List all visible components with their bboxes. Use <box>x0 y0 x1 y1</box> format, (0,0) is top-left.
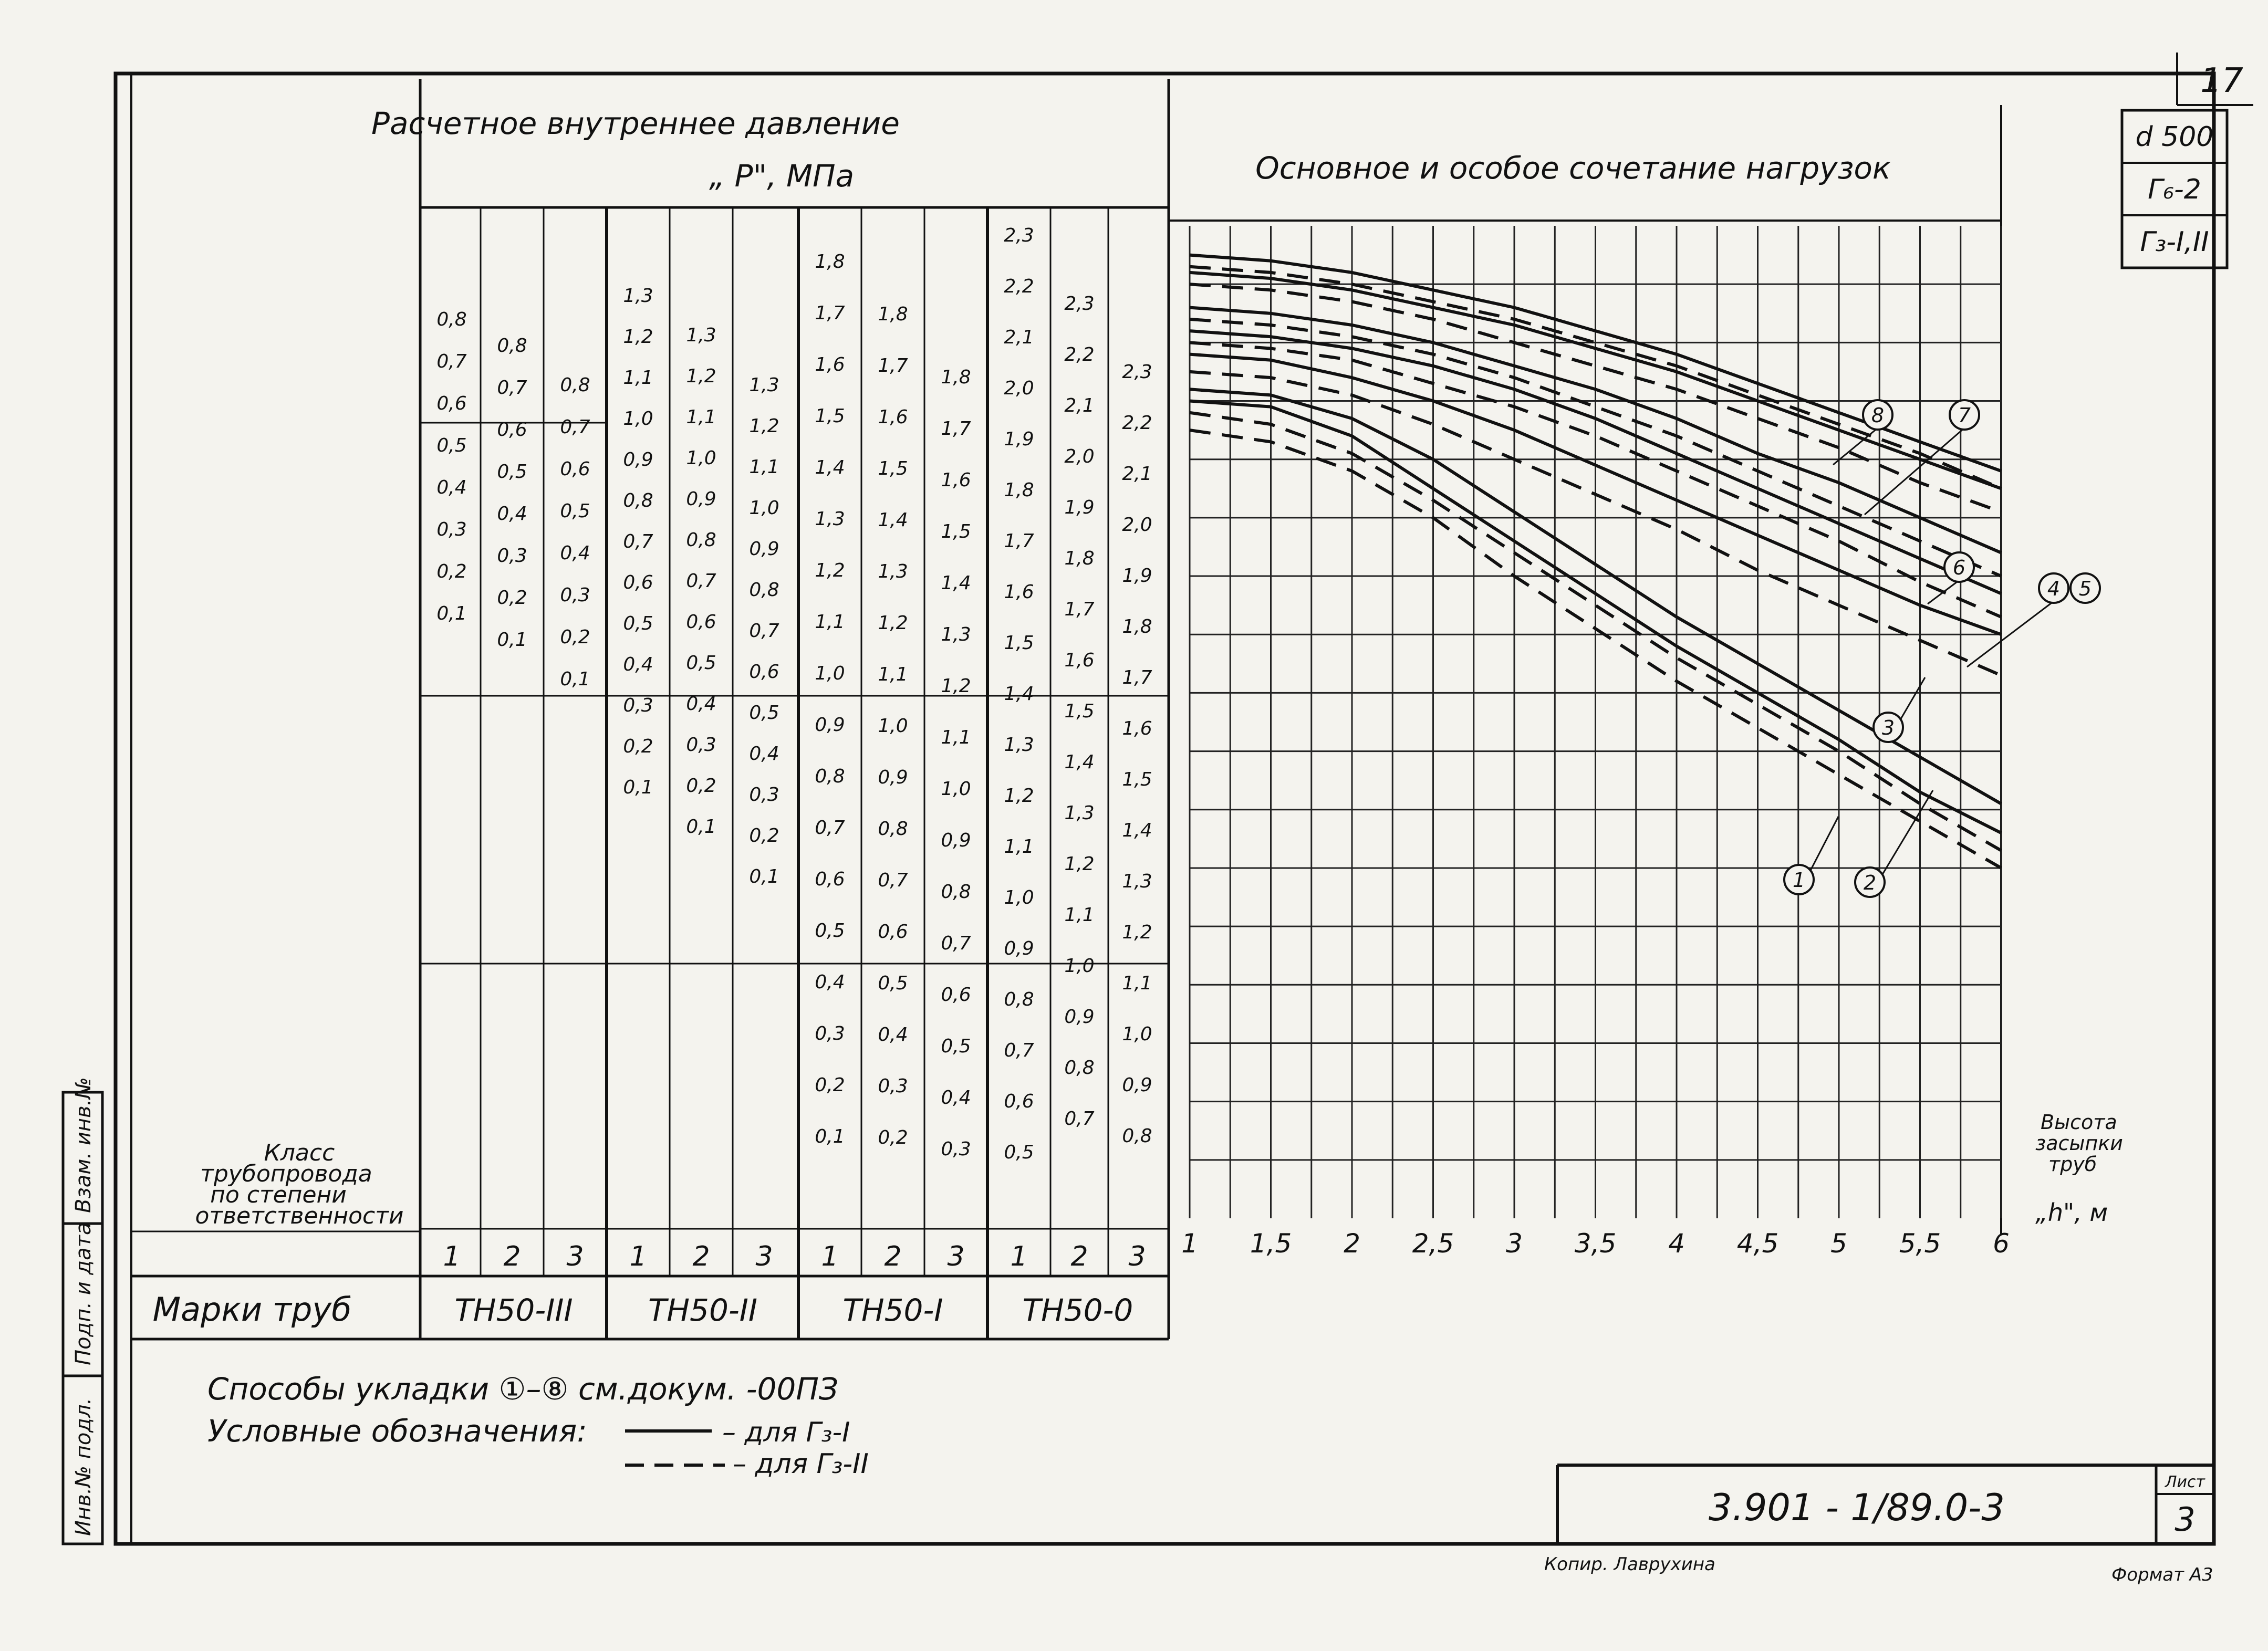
x-tick-label: 4,5 <box>1736 1228 1779 1259</box>
legend-dashed-label: – для Г₃-II <box>733 1448 869 1480</box>
pressure-tick-label: 0,5 <box>878 973 908 994</box>
side-label-replace: Взам. инв.№ <box>71 1077 96 1213</box>
sheet-frame <box>116 74 2214 1544</box>
marks-label: Марки труб <box>152 1290 352 1329</box>
pressure-tick-label: 1,0 <box>686 447 716 469</box>
pressure-tick-label: 1,7 <box>1122 667 1152 688</box>
pressure-tick-label: 0,7 <box>815 817 845 839</box>
x-tick-label: 5 <box>1830 1228 1847 1259</box>
pressure-tick-label: 0,5 <box>749 702 779 724</box>
pressure-tick-label: 1,8 <box>815 251 845 273</box>
pressure-tick-label: 1,6 <box>815 354 845 375</box>
pressure-tick-label: 0,7 <box>1064 1108 1095 1130</box>
pressure-tick-label: 2,1 <box>1122 463 1152 485</box>
pressure-tick-label: 1,8 <box>1004 479 1034 501</box>
copied-by: Копир. Лаврухина <box>1544 1554 1715 1575</box>
marker-label-2: 2 <box>1863 871 1877 894</box>
pressure-tick-label: 0,3 <box>749 784 779 806</box>
load-chart <box>1181 226 2100 1259</box>
x-axis-label <box>2035 1111 2123 1227</box>
pressure-tick-label: 1,2 <box>686 365 716 387</box>
pressure-tick-label: 1,6 <box>1064 650 1095 671</box>
pressure-tick-label: 0,7 <box>623 531 653 552</box>
x-tick-label: 5,5 <box>1899 1228 1941 1259</box>
pressure-tick-label: 0,2 <box>686 775 716 797</box>
pressure-tick-label: 1,7 <box>815 302 845 324</box>
pressure-tick-label: 0,6 <box>1004 1091 1034 1112</box>
pressure-tick-label: 0,4 <box>941 1087 971 1109</box>
pressure-tick-label: 2,1 <box>1004 327 1034 348</box>
pressure-tick-label: 1,3 <box>686 325 716 346</box>
pressure-tick-label: 0,1 <box>497 629 527 651</box>
pressure-tick-label: 0,7 <box>497 377 527 399</box>
pressure-tick-label: 1,1 <box>815 611 845 633</box>
pressure-tick-label: 1,5 <box>1122 769 1152 790</box>
class-number: 3 <box>755 1241 773 1272</box>
pressure-tick-label: 0,9 <box>815 714 845 736</box>
document-code: 3.901 - 1/89.0-3 <box>1709 1486 2005 1529</box>
pressure-tick-label: 1,4 <box>1122 820 1152 841</box>
marker-label-7: 7 <box>1958 404 1971 427</box>
pressure-horizontals <box>420 423 1169 964</box>
pressure-tick-label: 0,9 <box>749 538 779 560</box>
pressure-tick-label: 0,8 <box>1004 989 1034 1010</box>
pressure-tick-label: 0,2 <box>623 736 653 757</box>
paper-format: Формат А3 <box>2111 1564 2213 1585</box>
class-number: 1 <box>821 1241 839 1272</box>
pressure-tick-label: 0,8 <box>436 309 467 330</box>
pressure-tick-label: 1,0 <box>1064 955 1095 977</box>
pressure-tick-label: 1,8 <box>878 304 908 325</box>
pressure-tick-label: 1,0 <box>749 497 779 519</box>
pressure-tick-label: 0,8 <box>878 818 908 840</box>
pressure-tick-label: 0,7 <box>749 620 779 642</box>
pressure-tick-label: 1,2 <box>623 326 653 348</box>
curve-markers <box>1784 400 2100 897</box>
pressure-tick-label: 1,5 <box>941 521 971 542</box>
pressure-tick-label: 0,6 <box>560 458 590 480</box>
x-tick-label: 3 <box>1506 1228 1523 1259</box>
pressure-tick-label: 1,1 <box>1004 836 1034 858</box>
pressure-tick-label: 1,8 <box>1064 548 1095 569</box>
class-number: 2 <box>1070 1241 1088 1272</box>
svg-text:Высота: Высота <box>2041 1111 2117 1134</box>
sheet-number: 3 <box>2175 1500 2196 1539</box>
pressure-tick-label: 1,1 <box>1064 904 1095 926</box>
pressure-tick-label: 0,6 <box>497 419 527 441</box>
pressure-tick-label: 1,2 <box>815 560 845 581</box>
pressure-tick-label: 0,1 <box>623 777 653 798</box>
pressure-tick-label: 0,7 <box>560 416 590 438</box>
pressure-tick-label: 0,1 <box>815 1126 845 1147</box>
class-numbers <box>443 1241 1146 1272</box>
pipe-mark: ТН50-II <box>648 1292 757 1328</box>
pressure-tick-label: 1,6 <box>1122 718 1152 739</box>
x-tick-label: 2 <box>1344 1228 1360 1259</box>
pressure-tick-label: 1,4 <box>941 572 971 594</box>
x-tick-label: 2,5 <box>1412 1228 1454 1259</box>
pressure-tick-label: 1,0 <box>1122 1023 1152 1045</box>
pressure-tick-label: 0,5 <box>686 652 716 674</box>
pressure-tick-label: 1,7 <box>1064 599 1095 620</box>
class-label <box>195 1140 404 1229</box>
pressure-tick-label: 1,3 <box>815 508 845 530</box>
pressure-tick-label: 0,4 <box>749 743 779 765</box>
pressure-tick-label: 0,2 <box>436 561 467 582</box>
x-tick-labels <box>1181 1228 2010 1259</box>
pressure-tick-label: 0,5 <box>560 500 590 522</box>
pressure-tick-label: 0,5 <box>815 920 845 942</box>
pressure-tick-label: 1,4 <box>815 457 845 478</box>
pressure-tick-label: 0,8 <box>623 490 653 511</box>
marker-label-6: 6 <box>1952 556 1966 579</box>
pressure-tick-label: 0,2 <box>497 587 527 609</box>
x-tick-label: 4 <box>1668 1228 1685 1259</box>
pressure-tick-label: 0,3 <box>878 1075 908 1097</box>
pressure-tick-label: 1,3 <box>878 561 908 582</box>
pressure-tick-label: 0,9 <box>1064 1006 1095 1028</box>
pressure-tick-label: 1,3 <box>941 624 971 645</box>
pressure-tick-label: 0,1 <box>686 816 716 838</box>
top-stamp <box>2122 110 2227 268</box>
pressure-tick-label: 2,3 <box>1122 361 1152 383</box>
svg-text:труб: труб <box>2048 1153 2097 1176</box>
pressure-tick-label: 0,4 <box>878 1024 908 1046</box>
pressure-tick-label: 0,8 <box>560 374 590 396</box>
pressure-tick-label: 1,6 <box>941 469 971 491</box>
pressure-tick-label: 0,4 <box>436 477 467 498</box>
title-block <box>1557 1465 2214 1544</box>
marker-label-8: 8 <box>1871 404 1885 427</box>
pressure-tick-label: 1,2 <box>749 415 779 437</box>
pressure-tick-label: 0,8 <box>1122 1125 1152 1147</box>
pressure-tick-label: 0,2 <box>749 825 779 847</box>
pressure-tick-label: 1,5 <box>1064 701 1095 722</box>
class-number: 2 <box>503 1241 521 1272</box>
pressure-tick-label: 2,0 <box>1004 378 1034 399</box>
pressure-tick-label: 1,7 <box>1004 530 1034 552</box>
class-number: 1 <box>443 1241 461 1272</box>
pressure-tick-label: 0,6 <box>686 611 716 633</box>
pressure-tick-label: 0,9 <box>878 767 908 788</box>
pipe-mark: ТН50-III <box>454 1292 573 1328</box>
page-number-box <box>2177 53 2253 105</box>
pressure-tick-label: 1,6 <box>1004 581 1034 603</box>
pressure-tick-label: 0,6 <box>623 572 653 593</box>
svg-text:ответственности: ответственности <box>195 1203 404 1229</box>
pressure-tick-label: 0,8 <box>497 335 527 357</box>
x-tick-label: 1,5 <box>1250 1228 1292 1259</box>
pressure-tick-label: 0,1 <box>749 866 779 887</box>
pressure-tick-label: 1,0 <box>941 778 971 800</box>
pressure-tick-label: 0,5 <box>497 461 527 483</box>
svg-text:„h", м: „h", м <box>2035 1198 2108 1227</box>
class-number: 2 <box>884 1241 902 1272</box>
pressure-tick-label: 1,8 <box>941 367 971 388</box>
marker-label-4: 4 <box>2047 577 2061 600</box>
pressure-tick-label: 0,7 <box>686 570 716 592</box>
group-names <box>454 1292 1133 1328</box>
svg-text:засыпки: засыпки <box>2035 1132 2123 1155</box>
pipe-mark: ТН50-0 <box>1022 1292 1133 1328</box>
pressure-tick-label: 1,0 <box>623 408 653 430</box>
pressure-tick-label: 0,3 <box>686 734 716 756</box>
pressure-tick-label: 2,3 <box>1064 293 1095 315</box>
class-number: 2 <box>692 1241 710 1272</box>
pressure-tick-label: 0,4 <box>686 693 716 715</box>
pressure-tick-label: 0,6 <box>941 984 971 1006</box>
pressure-tick-label: 0,2 <box>815 1074 845 1096</box>
pressure-tick-label: 0,4 <box>815 971 845 993</box>
pressure-tick-label: 1,0 <box>1004 887 1034 908</box>
pressure-tick-label: 1,4 <box>1064 751 1095 773</box>
pressure-tick-label: 1,1 <box>686 406 716 428</box>
class-number: 1 <box>1010 1241 1028 1272</box>
stamp-diameter: d 500 <box>2135 121 2214 153</box>
svg-text:Класс: Класс <box>264 1140 335 1166</box>
class-number: 3 <box>1128 1241 1146 1272</box>
pressure-tick-label: 0,5 <box>941 1036 971 1057</box>
pressure-tick-label: 0,3 <box>560 584 590 606</box>
pressure-tick-label: 0,9 <box>941 830 971 851</box>
pressure-tick-label: 2,3 <box>1004 225 1034 246</box>
pressure-tick-label: 1,9 <box>1122 565 1152 587</box>
pressure-tick-label: 0,8 <box>686 529 716 551</box>
pressure-tick-label: 0,3 <box>497 545 527 567</box>
pressure-tick-label: 1,3 <box>1004 734 1034 756</box>
pressure-tick-label: 1,7 <box>941 418 971 440</box>
pressure-tick-label: 1,0 <box>878 715 908 737</box>
stamp-ground: Г₃-I,II <box>2140 226 2209 258</box>
pressure-tick-label: 1,3 <box>1064 802 1095 824</box>
pressure-tick-label: 1,4 <box>878 509 908 531</box>
pressure-tick-label: 0,9 <box>1122 1074 1152 1096</box>
marker-label-3: 3 <box>1881 716 1895 739</box>
pressure-header-line2: „ P", МПа <box>709 158 855 194</box>
pressure-tick-label: 1,1 <box>749 456 779 478</box>
legend-solid-label: – для Г₃-I <box>722 1417 850 1448</box>
side-label-inventory: Инв.№ подл. <box>71 1397 96 1536</box>
svg-text:трубопровода: трубопровода <box>200 1161 372 1187</box>
class-number: 3 <box>947 1241 965 1272</box>
pressure-tick-label: 1,1 <box>941 727 971 748</box>
pressure-tick-label: 1,5 <box>815 405 845 427</box>
pressure-tick-label: 1,2 <box>941 675 971 697</box>
pressure-tick-label: 1,0 <box>815 663 845 684</box>
pressure-tick-label: 0,7 <box>436 351 467 372</box>
pressure-tick-label: 2,2 <box>1122 412 1152 434</box>
class-number: 1 <box>629 1241 647 1272</box>
pressure-tick-label: 1,1 <box>878 664 908 685</box>
pressure-tick-label: 1,9 <box>1064 497 1095 518</box>
pressure-tick-label: 2,2 <box>1064 344 1095 365</box>
pressure-tick-label: 1,3 <box>623 285 653 307</box>
pressure-tick-label: 1,2 <box>1004 785 1034 807</box>
side-stamp <box>63 1077 102 1544</box>
sheet-label: Лист <box>2165 1473 2205 1491</box>
pressure-tick-label: 0,7 <box>1004 1040 1034 1061</box>
pressure-tick-label: 1,2 <box>878 612 908 634</box>
pressure-tick-label: 1,8 <box>1122 616 1152 638</box>
x-tick-label: 3,5 <box>1574 1228 1617 1259</box>
marker-leader <box>1928 580 1959 604</box>
pressure-tick-label: 0,8 <box>1064 1057 1095 1079</box>
pressure-tick-label: 1,4 <box>1004 683 1034 705</box>
class-number: 3 <box>566 1241 584 1272</box>
page-number: 17 <box>2200 61 2243 100</box>
pressure-tick-label: 0,5 <box>436 435 467 456</box>
pressure-tick-label: 0,9 <box>686 488 716 510</box>
pressure-tick-label: 0,7 <box>941 933 971 954</box>
pressure-tick-label: 0,3 <box>436 519 467 540</box>
svg-text:по степени: по степени <box>210 1182 347 1208</box>
stamp-soil: Г₆-2 <box>2148 174 2201 205</box>
pressure-tick-label: 0,5 <box>1004 1142 1034 1163</box>
methods-note: Способы укладки ①–⑧ см.докум. -00ПЗ <box>207 1371 839 1407</box>
pressure-tick-label: 0,6 <box>878 921 908 943</box>
pressure-tick-label: 0,5 <box>623 613 653 634</box>
pressure-tick-label: 0,8 <box>815 766 845 787</box>
pressure-tick-label: 0,3 <box>941 1138 971 1160</box>
pressure-tick-label: 2,0 <box>1064 446 1095 467</box>
pressure-tick-label: 0,8 <box>749 579 779 601</box>
pressure-tick-label: 0,1 <box>436 603 467 624</box>
legend-title: Условные обозначения: <box>207 1413 587 1449</box>
pressure-tick-label: 0,3 <box>815 1023 845 1044</box>
marker-label-1: 1 <box>1792 869 1806 892</box>
pressure-tick-label: 1,9 <box>1004 429 1034 450</box>
pressure-tick-label: 1,3 <box>749 374 779 396</box>
marker-label-5: 5 <box>2078 577 2092 600</box>
pressure-tick-label: 0,6 <box>815 869 845 890</box>
pressure-tick-label: 0,4 <box>623 654 653 675</box>
pressure-tick-label: 0,6 <box>436 393 467 414</box>
pressure-tick-label: 1,2 <box>1122 922 1152 943</box>
pressure-tick-label: 2,1 <box>1064 395 1095 416</box>
pressure-tick-label: 1,5 <box>878 458 908 479</box>
pressure-tick-label: 0,2 <box>560 626 590 648</box>
pressure-tick-label: 0,4 <box>560 542 590 564</box>
pressure-tick-label: 0,8 <box>941 881 971 903</box>
pressure-tick-label: 1,5 <box>1004 632 1034 654</box>
x-tick-label: 1 <box>1181 1228 1198 1259</box>
pressure-tick-label: 1,1 <box>1122 973 1152 994</box>
pressure-tick-label: 0,6 <box>749 661 779 683</box>
pressure-tick-label: 1,2 <box>1064 853 1095 875</box>
pressure-tick-label: 1,7 <box>878 355 908 377</box>
chart-title: Основное и особое сочетание нагрузок <box>1255 150 1891 186</box>
pressure-tick-label: 2,2 <box>1004 276 1034 297</box>
pressure-tick-label: 0,1 <box>560 668 590 690</box>
pressure-tick-label: 1,1 <box>623 367 653 389</box>
pressure-tick-label: 0,9 <box>1004 938 1034 959</box>
x-tick-label: 6 <box>1993 1228 2010 1259</box>
pressure-tick-label: 1,6 <box>878 406 908 428</box>
pressure-tick-label: 0,3 <box>623 695 653 716</box>
side-label-sign: Подп. и дата <box>71 1222 96 1365</box>
pressure-header-line1: Расчетное внутреннее давление <box>371 106 900 141</box>
pressure-tick-label: 0,7 <box>878 870 908 891</box>
pipe-mark: ТН50-I <box>842 1292 943 1328</box>
pressure-tick-label: 0,9 <box>623 449 653 471</box>
pressure-tick-label: 1,3 <box>1122 871 1152 892</box>
pressure-tick-label: 0,2 <box>878 1127 908 1148</box>
pressure-tick-label: 0,4 <box>497 503 527 525</box>
pressure-tick-label: 2,0 <box>1122 514 1152 536</box>
